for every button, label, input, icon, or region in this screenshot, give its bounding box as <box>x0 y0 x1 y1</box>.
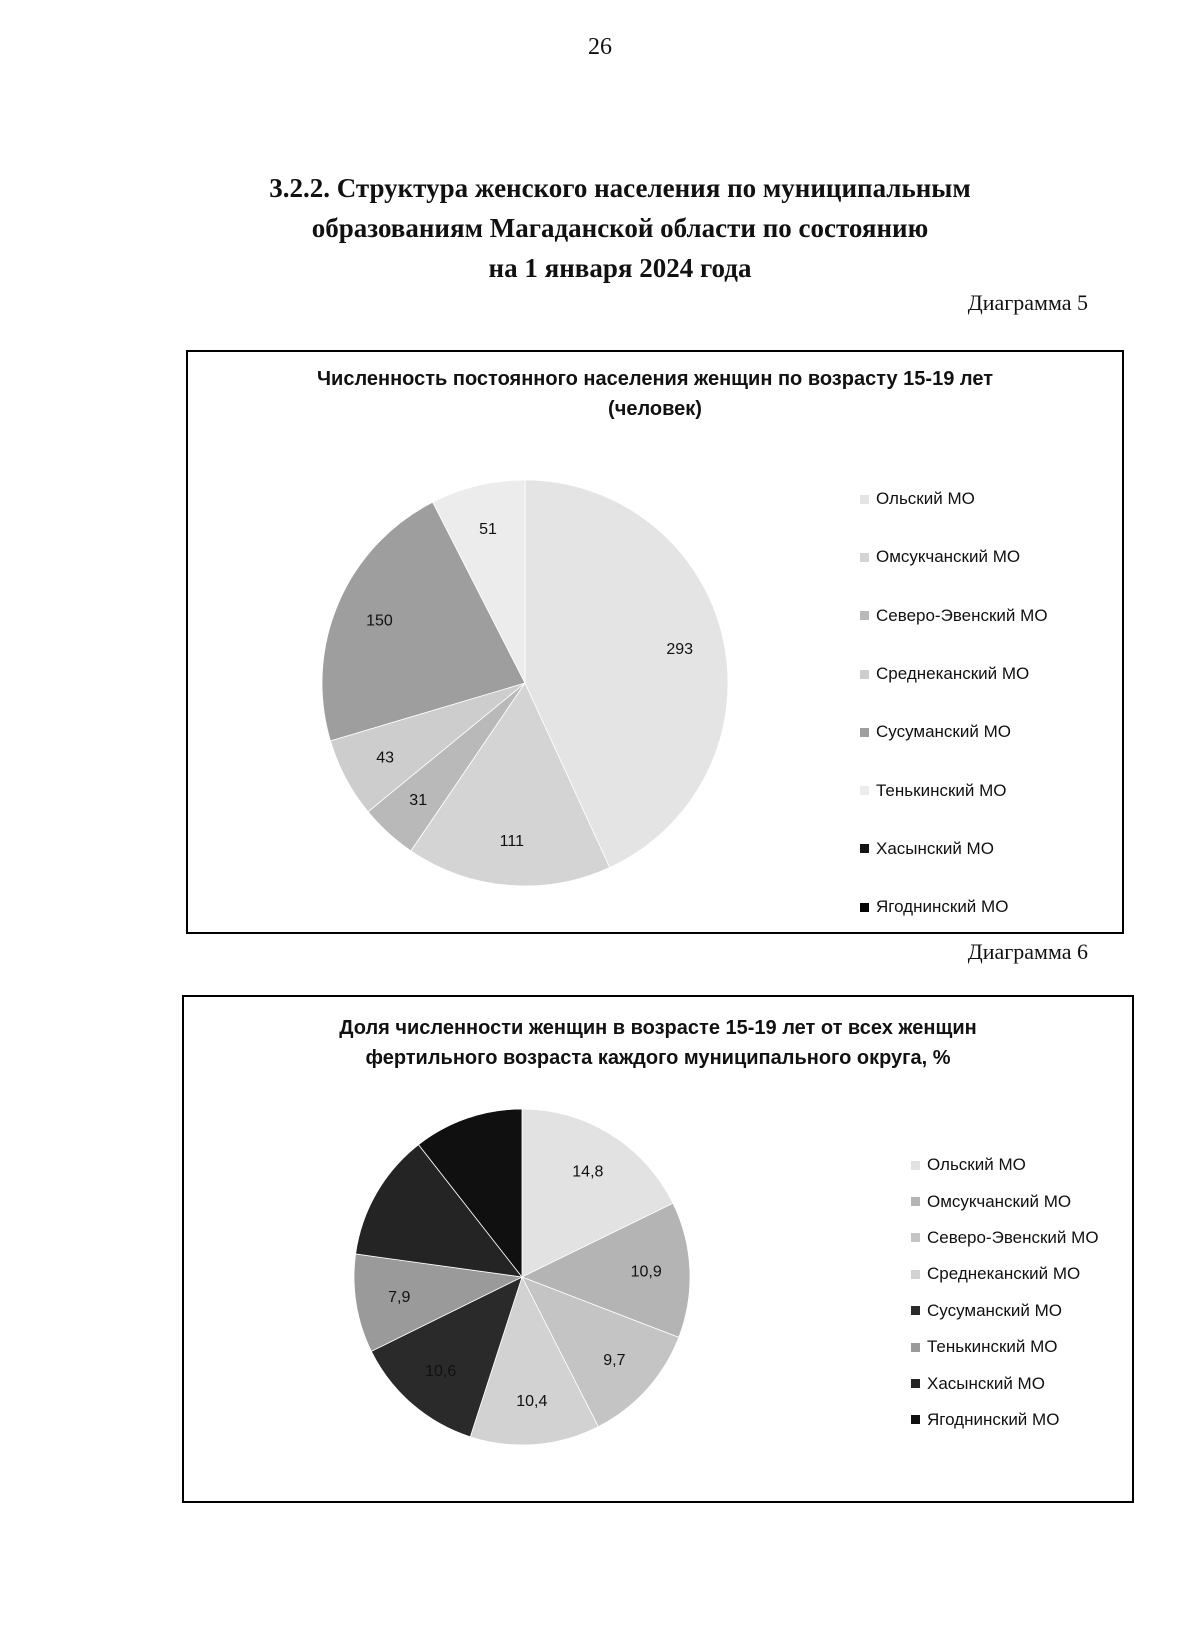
legend-label: Тенькинский МО <box>876 780 1007 800</box>
heading-line: 3.2.2. Структура женского населения по муниципальным <box>269 173 971 203</box>
legend-item <box>860 587 1048 645</box>
legend-label: Сусуманский МО <box>927 1300 1062 1320</box>
data-label: 31 <box>409 791 428 809</box>
legend-item <box>860 645 1048 703</box>
legend-item <box>911 1293 1099 1329</box>
legend-swatch <box>860 611 869 620</box>
legend-swatch <box>911 1270 920 1279</box>
legend-item <box>911 1147 1099 1183</box>
data-label: 150 <box>366 612 393 630</box>
data-label: 14,8 <box>572 1163 604 1181</box>
legend-item <box>860 761 1048 819</box>
data-label: 10,9 <box>630 1263 662 1281</box>
legend-label: Ольский МО <box>876 489 975 509</box>
heading-line: образованиям Магаданской области по состоянию <box>311 213 929 243</box>
legend-label: Тенькинский МО <box>927 1337 1058 1357</box>
legend-item <box>911 1402 1099 1438</box>
legend-swatch <box>911 1161 920 1170</box>
chart-5-legend <box>860 470 1048 936</box>
data-label: 9,7 <box>603 1352 626 1370</box>
legend-label: Среднеканский МО <box>927 1264 1081 1284</box>
data-label: 10,4 <box>516 1392 548 1410</box>
legend-label: Омсукчанский МО <box>927 1191 1072 1211</box>
legend-swatch <box>911 1343 920 1352</box>
chart-6-frame <box>182 995 1134 1503</box>
legend-item <box>860 528 1048 586</box>
data-label: 111 <box>499 832 524 850</box>
legend-label: Северо-Эвенский МО <box>927 1227 1099 1247</box>
chart-5-frame <box>186 350 1124 934</box>
section-heading <box>240 168 1000 288</box>
legend-swatch <box>911 1379 920 1388</box>
data-label: 43 <box>376 749 395 767</box>
legend-swatch <box>860 844 869 853</box>
data-label: 10,6 <box>425 1363 457 1381</box>
legend-swatch <box>911 1415 920 1424</box>
legend-label: Ягоднинский МО <box>927 1409 1060 1429</box>
legend-swatch <box>911 1233 920 1242</box>
legend-item <box>911 1365 1099 1401</box>
diagram-6-caption: Диаграмма 6 <box>967 939 1088 964</box>
legend-swatch <box>860 903 869 912</box>
chart-6-legend <box>911 1147 1099 1438</box>
legend-label: Ягоднинский МО <box>876 897 1009 917</box>
chart-title-line: (человек) <box>608 398 702 420</box>
legend-item <box>911 1220 1099 1256</box>
legend-label: Северо-Эвенский МО <box>876 605 1048 625</box>
data-label: 51 <box>479 521 497 539</box>
chart-5-title <box>188 364 1122 424</box>
legend-label: Хасынский МО <box>927 1373 1045 1393</box>
legend-swatch <box>911 1306 920 1315</box>
page-number: 26 <box>588 34 612 60</box>
legend-label: Омсукчанский МО <box>876 547 1021 567</box>
legend-swatch <box>860 786 869 795</box>
legend-swatch <box>860 553 869 562</box>
chart-6-title <box>184 1013 1132 1073</box>
legend-label: Ольский МО <box>927 1155 1026 1175</box>
legend-item <box>860 470 1048 528</box>
legend-item <box>860 820 1048 878</box>
legend-swatch <box>860 728 869 737</box>
legend-item <box>911 1329 1099 1365</box>
legend-swatch <box>860 495 869 504</box>
legend-swatch <box>911 1197 920 1206</box>
data-label: 7,9 <box>388 1288 411 1306</box>
legend-label: Среднеканский МО <box>876 664 1030 684</box>
data-label: 293 <box>666 641 694 659</box>
legend-item <box>860 703 1048 761</box>
heading-line: на 1 января 2024 года <box>488 253 752 283</box>
legend-label: Хасынский МО <box>876 838 994 858</box>
chart-5-pie <box>320 478 730 888</box>
chart-title-line: Доля численности женщин в возрасте 15-19 лет от всех женщин <box>339 1017 977 1039</box>
legend-item <box>911 1256 1099 1292</box>
chart-title-line: Численность постоянного населения женщин по возрасту 15-19 лет <box>316 368 993 390</box>
diagram-5-caption: Диаграмма 5 <box>967 290 1088 315</box>
chart-title-line: фертильного возраста каждого муниципального округа, % <box>365 1047 951 1069</box>
legend-swatch <box>860 670 869 679</box>
legend-item <box>860 878 1048 936</box>
legend-label: Сусуманский МО <box>876 722 1011 742</box>
chart-6-pie <box>352 1107 692 1447</box>
legend-item <box>911 1183 1099 1219</box>
